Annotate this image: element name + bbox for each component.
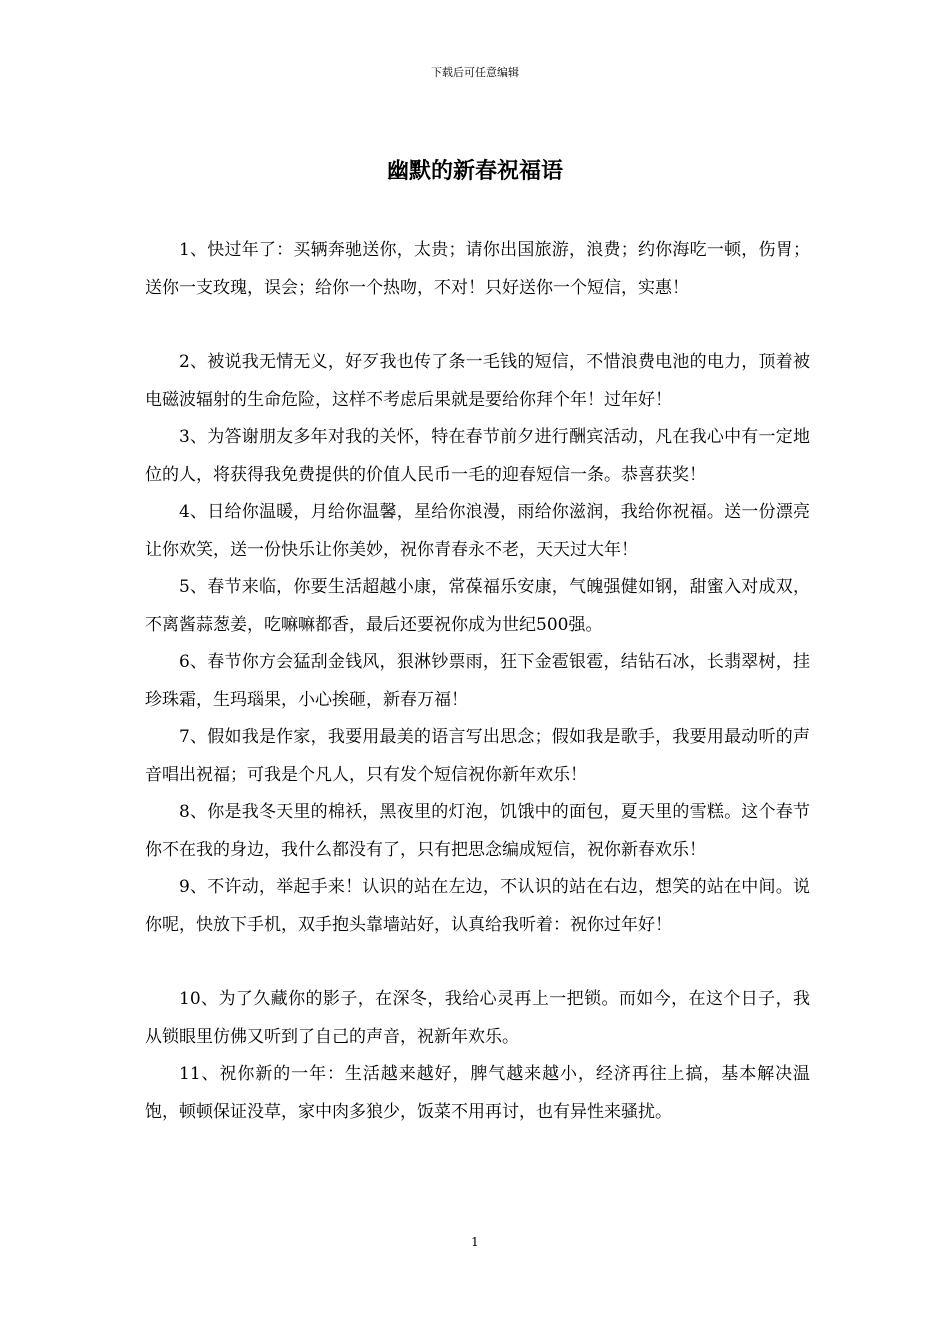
paragraph-1: 1、快过年了：买辆奔驰送你，太贵；请你出国旅游，浪费；约你海吃一顿，伤胃；送你一支玫瑰，误会；给你一个热吻，不对！只好送你一个短信，实惠！ xyxy=(145,240,810,298)
document-title: 幽默的新春祝福语 xyxy=(386,158,563,184)
paragraph-5: 5、春节来临，你要生活超越小康，常葆福乐安康，气魄强健如钢，甜蜜入对成双，不离酱蒜葱姜，吃嘛嘛都香，最后还要祝你成为世纪500强。 xyxy=(145,577,810,635)
paragraph-3: 3、为答谢朋友多年对我的关怀，特在春节前夕进行酬宾活动，凡在我心中有一定地位的人，将获得我免费提供的价值人民币一毛的迎春短信一条。恭喜获奖！ xyxy=(145,427,810,485)
paragraph-2: 2、被说我无情无义，好歹我也传了条一毛钱的短信，不惜浪费电池的电力，顶着被电磁波辐射的生命危险，这样不考虑后果就是要给你拜个年！过年好！ xyxy=(145,352,810,410)
paragraph-11: 11、祝你新的一年：生活越来越好，脾气越来越小，经济再往上搞，基本解决温饱，顿顿保证没草，家中肉多狼少，饭菜不用再讨，也有异性来骚扰。 xyxy=(145,1064,810,1122)
paragraph-9: 9、不许动，举起手来！认识的站在左边，不认识的站在右边，想笑的站在中间。说你呢，快放下手机，双手抱头靠墙站好，认真给我听着：祝你过年好！ xyxy=(145,877,810,935)
page-header: 下载后可任意编辑 xyxy=(431,66,519,79)
paragraph-7: 7、假如我是作家，我要用最美的语言写出思念；假如我是歌手，我要用最动听的声音唱出祝福；可我是个凡人，只有发个短信祝你新年欢乐！ xyxy=(145,727,810,785)
paragraph-6: 6、春节你方会猛刮金钱风，狠淋钞票雨，狂下金雹银雹，结钻石冰，长翡翠树，挂珍珠霜，生玛瑙果，小心挨砸，新春万福！ xyxy=(145,652,810,710)
document-body xyxy=(145,232,810,1131)
paragraph-8: 8、你是我冬天里的棉袄，黑夜里的灯泡，饥饿中的面包，夏天里的雪糕。这个春节你不在我的身边，我什么都没有了，只有把思念编成短信，祝你新春欢乐！ xyxy=(145,802,810,860)
page-number: 1 xyxy=(471,1235,479,1249)
paragraph-10: 10、为了久藏你的影子，在深冬，我给心灵再上一把锁。而如今，在这个日子，我从锁眼里仿佛又听到了自己的声音，祝新年欢乐。 xyxy=(145,989,810,1047)
paragraph-4: 4、日给你温暖，月给你温馨，星给你浪漫，雨给你滋润，我给你祝福。送一份漂亮让你欢笑，送一份快乐让你美妙，祝你青春永不老，天天过大年！ xyxy=(145,502,810,560)
